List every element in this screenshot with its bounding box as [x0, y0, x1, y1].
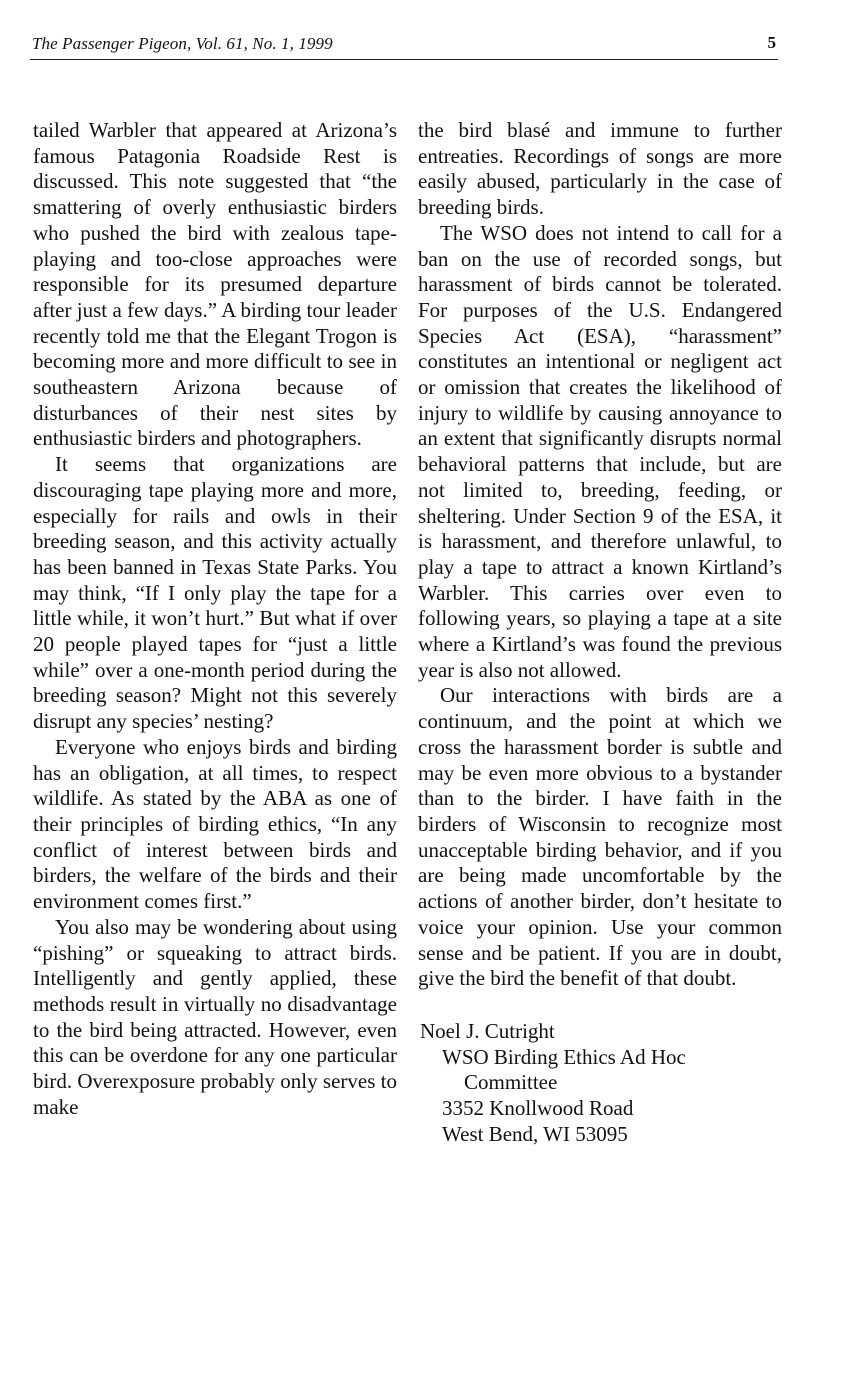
- right-column: [418, 118, 782, 1147]
- paragraph: Our interactions with birds are a continuum, and the point at which we cross the harassment border is subtle and may be even more obvious to a bystander than to the birder. I have faith in the birders of Wisconsin to recognize most unacceptable birding behavior, and if you are being made uncomfortable by the actions of another birder, don’t hesitate to voice your opinion. Use your common sense and be patient. If you are in doubt, give the bird the benefit of that doubt.: [418, 683, 782, 991]
- author-signature: [418, 1019, 782, 1148]
- paragraph: It seems that organizations are discouraging tape playing more and more, especially for rails and owls in their breeding season, and this activity actually has been banned in Texas State Parks. You may think, “If I only play the tape for a little while, it won’t hurt.” But what if over 20 people played tapes for “just a little while” over a one-month period during the breeding season? Might not this severely disrupt any species’ nesting?: [33, 452, 397, 734]
- page-number: 5: [767, 33, 776, 52]
- running-header: [30, 33, 778, 60]
- author-affiliation: WSO Birding Ethics Ad Hoc: [442, 1044, 686, 1069]
- paragraph: the bird blasé and immune to further entreaties. Recordings of songs are more easily abused, particularly in the case of breeding birds.: [418, 118, 782, 220]
- author-affiliation-cont: Committee: [464, 1070, 558, 1095]
- author-city-address: West Bend, WI 53095: [442, 1121, 628, 1146]
- paragraph: tailed Warbler that appeared at Arizona’s famous Patagonia Roadside Rest is discussed. This note suggested that “the smattering of overly enthusiastic birders who pushed the bird with zealous tape-playing and too-close approaches were responsible for its presumed departure after just a few days.” A birding tour leader recently told me that the Elegant Trogon is becoming more and more difficult to see in southeastern Arizona because of disturbances of their nest sites by enthusiastic birders and photographers.: [33, 118, 397, 451]
- paragraph: The WSO does not intend to call for a ban on the use of recorded songs, but harassment of birds cannot be tolerated. For purposes of the U.S. Endangered Species Act (ESA), “harassment” constitutes an intentional or negligent act or omission that creates the likelihood of injury to wildlife by causing annoyance to an extent that significantly disrupts normal behavioral patterns that include, but are not limited to, breeding, feeding, or sheltering. Under Section 9 of the ESA, it is harassment, and therefore unlawful, to play a tape to attract a known Kirtland’s Warbler. This carries over even to following years, so playing a tape at a site where a Kirtland’s was found the previous year is also not allowed.: [418, 220, 782, 682]
- paragraph: Everyone who enjoys birds and birding has an obligation, at all times, to respect wildlife. As stated by the ABA as one of their principles of birding ethics, “In any conflict of interest between birds and birders, the welfare of the birds and their environment comes first.”: [33, 734, 397, 914]
- journal-citation: The Passenger Pigeon, Vol. 61, No. 1, 1999: [32, 34, 333, 53]
- author-name: Noel J. Cutright: [420, 1018, 555, 1043]
- left-column: [33, 118, 397, 1120]
- author-street-address: 3352 Knollwood Road: [442, 1096, 634, 1121]
- paragraph: You also may be wondering about using “pishing” or squeaking to attract birds. Intelligently and gently applied, these methods result in virtually no disadvantage to the bird being attracted. However, even this can be overdone for any one particular bird. Overexposure probably only serves to make: [33, 914, 397, 1119]
